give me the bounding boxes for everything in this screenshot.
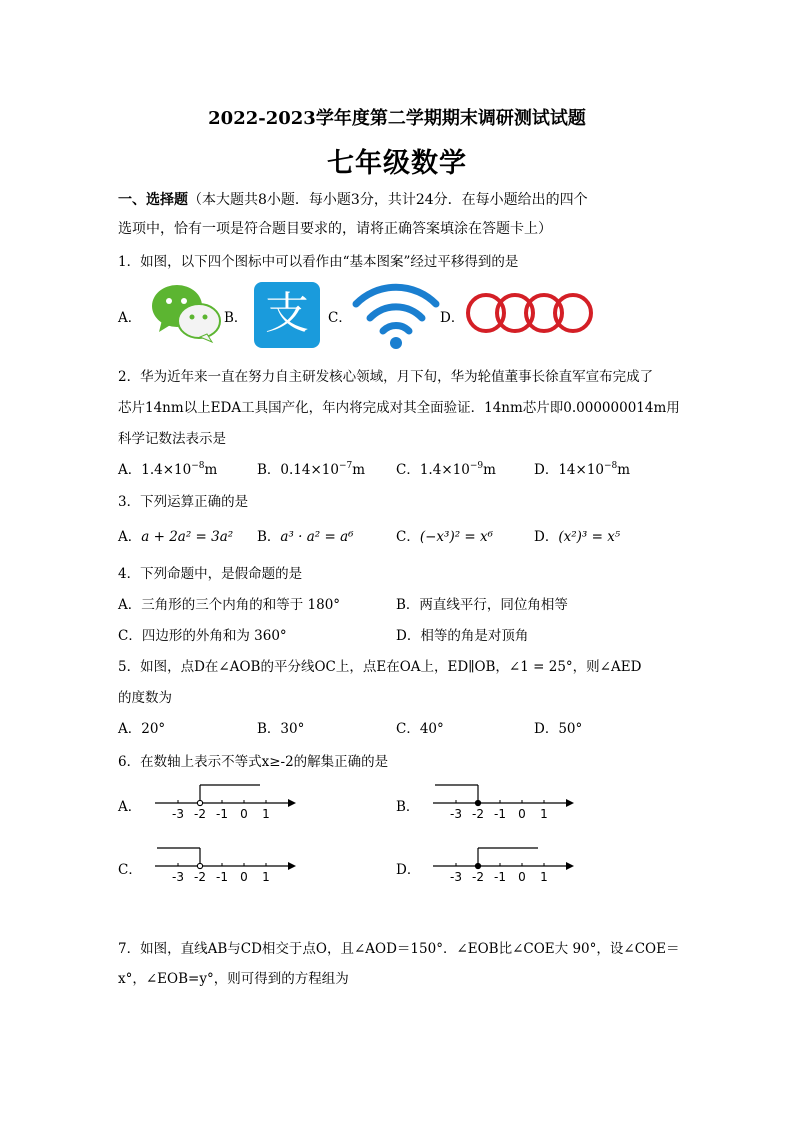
tick-label-b: -2 <box>472 807 484 821</box>
q5-option-c: C．40° <box>396 721 444 737</box>
q6-label-d: D． <box>396 862 421 878</box>
q5-option-a: A．20° <box>118 721 166 737</box>
tick-label-a: 0 <box>240 807 248 821</box>
tick-label-b: 1 <box>540 807 548 821</box>
q5-line1: 5．如图，点D在∠AOB的平分线OC上，点E在OA上，ED∥OB，∠1 = 25°，则∠AED <box>118 659 642 675</box>
number-line-d <box>428 838 578 888</box>
section-heading <box>118 189 588 209</box>
q4-stem: 4．下列命题中，是假命题的是 <box>118 566 303 582</box>
q6-stem: 6．在数轴上表示不等式x≥-2的解集正确的是 <box>118 754 389 770</box>
q1-label-b: B． <box>224 310 248 326</box>
tick-label-c: -3 <box>172 870 184 884</box>
q1-stem: 1．如图，以下四个图标中可以看作由“基本图案”经过平移得到的是 <box>118 254 519 270</box>
q3-option-c: C．(−x³)² = x⁶ <box>396 529 494 545</box>
closed-point-b <box>475 800 480 805</box>
tick-label-c: 0 <box>240 870 248 884</box>
q5-option-d: D．50° <box>534 721 583 737</box>
tick-label-d: 0 <box>518 870 526 884</box>
number-line-b <box>428 775 578 825</box>
paper-subtitle: 七年级数学 <box>327 148 467 179</box>
q5-option-b: B．30° <box>257 721 305 737</box>
q4-option-a: A．三角形的三个内角的和等于 180° <box>118 597 341 613</box>
q3-option-a: A．a + 2a² = 3a² <box>118 529 234 545</box>
q2-option-c: C．$1.4\times 10^{-9}m$ <box>396 461 496 478</box>
tick-label-a: -1 <box>216 807 228 821</box>
q4-option-d: D．相等的角是对顶角 <box>396 628 529 644</box>
tick-label-c: -2 <box>194 870 206 884</box>
q4-option-c: C．四边形的外角和为 360° <box>118 628 287 644</box>
q2-line2: 芯片14nm以上EDA工具国产化，年内将完成对其全面验证．14nm芯片即0.000000014m用 <box>118 400 680 416</box>
tick-label-a: 1 <box>262 807 270 821</box>
tick-label-d: -1 <box>494 870 506 884</box>
section-note-1: （本大题共8小题．每小题3分，共计24分．在每小题给出的四个 <box>188 192 588 208</box>
section-note-2: 选项中，恰有一项是符合题目要求的，请将正确答案填涂在答题卡上） <box>118 221 552 237</box>
q2-line3: 科学记数法表示是 <box>118 431 226 447</box>
tick-label-b: 0 <box>518 807 526 821</box>
axis-arrow-a <box>288 799 296 807</box>
q2-option-d: D．$14\times 10^{-8}m$ <box>534 461 631 478</box>
q1-label-d: D． <box>440 310 465 326</box>
q7-line1: 7．如图，直线AB与CD相交于点O，且∠AOD＝150°．∠EOB比∠COE大 90°，设∠COE＝ <box>118 941 680 957</box>
tick-label-c: 1 <box>262 870 270 884</box>
tick-label-b: -1 <box>494 807 506 821</box>
tick-label-d: 1 <box>540 870 548 884</box>
closed-point-d <box>475 863 480 868</box>
alipay-char: 支 <box>265 288 309 339</box>
audi-rings-icon <box>464 291 596 335</box>
paper-title: 2022-2023学年度第二学期期末调研测试试题 <box>208 108 586 129</box>
q3-option-b: B．a³ · a² = a⁶ <box>257 529 354 545</box>
wifi-icon <box>350 280 442 350</box>
q2-option-b: B．$0.14\times 10^{-7}m$ <box>257 461 366 478</box>
q6-label-b: B． <box>396 799 420 815</box>
q3-stem: 3．下列运算正确的是 <box>118 494 249 510</box>
tick-label-b: -3 <box>450 807 462 821</box>
tick-label-d: -2 <box>472 870 484 884</box>
q6-label-c: C． <box>118 862 142 878</box>
tick-label-d: -3 <box>450 870 462 884</box>
open-point-c <box>197 863 202 868</box>
axis-arrow-d <box>566 862 574 870</box>
tick-label-c: -1 <box>216 870 228 884</box>
number-line-c <box>150 838 300 888</box>
alipay-icon <box>254 282 320 348</box>
q6-label-a: A． <box>118 799 142 815</box>
q7-line2: x°，∠EOB=y°，则可得到的方程组为 <box>118 971 349 987</box>
axis-arrow-c <box>288 862 296 870</box>
q1-label-c: C． <box>328 310 352 326</box>
q1-label-a: A． <box>118 310 142 326</box>
tick-label-a: -2 <box>194 807 206 821</box>
q5-line2: 的度数为 <box>118 690 172 706</box>
number-line-a <box>150 775 300 825</box>
q3-option-d: D．(x²)³ = x⁵ <box>534 529 621 545</box>
q2-option-a: A．$1.4\times 10^{-8}m$ <box>118 461 218 478</box>
q2-line1: 2．华为近年来一直在努力自主研发核心领域，月下旬，华为轮值董事长徐直军宣布完成了 <box>118 369 654 385</box>
tick-label-a: -3 <box>172 807 184 821</box>
axis-arrow-b <box>566 799 574 807</box>
section-title: 一、选择题 <box>118 192 188 208</box>
wechat-icon <box>150 282 222 344</box>
open-point-a <box>197 800 202 805</box>
q4-option-b: B．两直线平行，同位角相等 <box>396 597 568 613</box>
